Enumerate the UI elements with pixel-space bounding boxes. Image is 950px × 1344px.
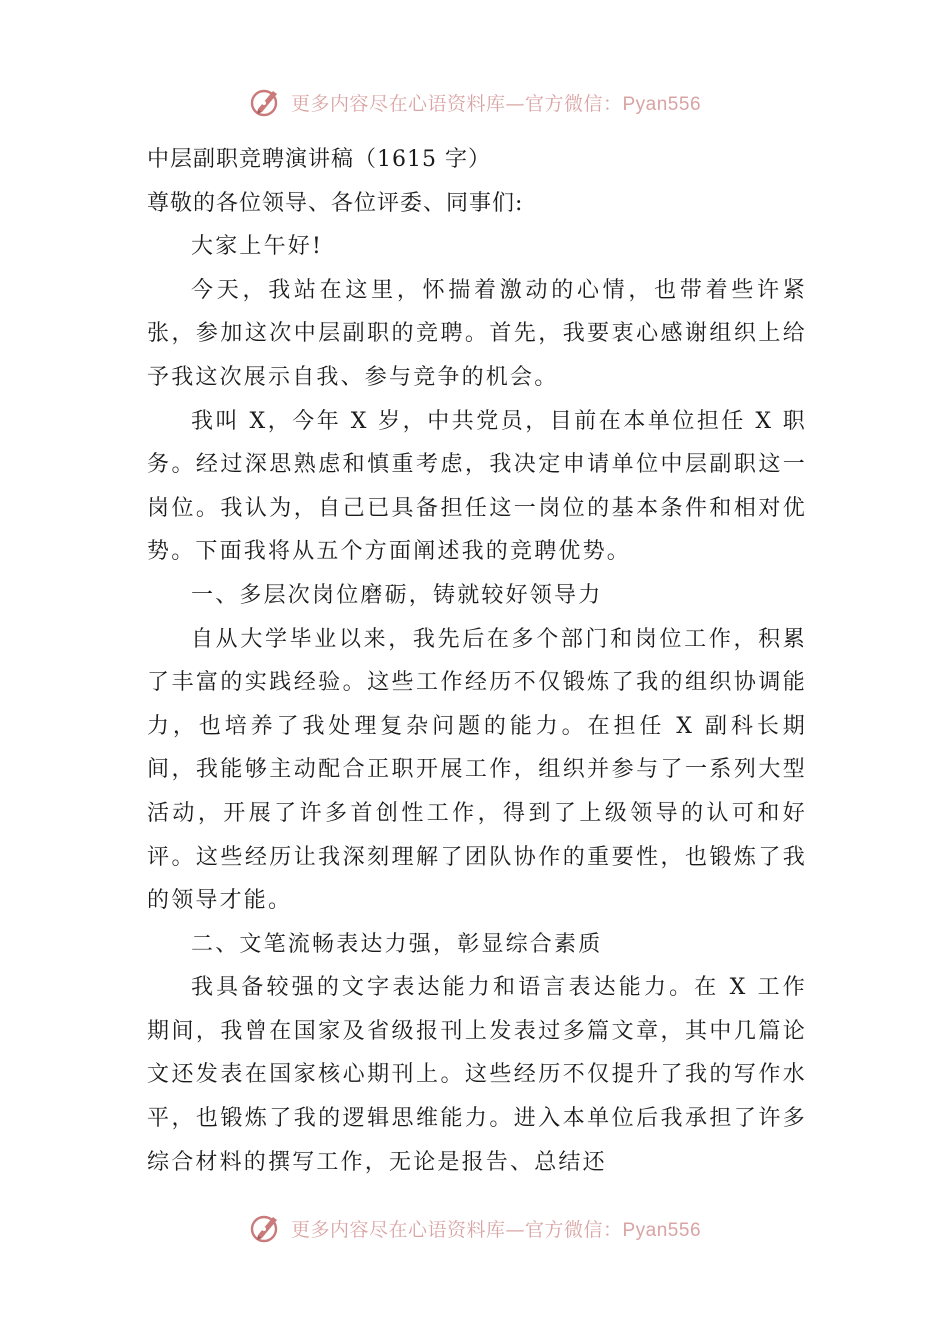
document-body	[147, 138, 807, 1184]
salutation: 尊敬的各位领导、各位评委、同事们:	[147, 190, 524, 216]
watermark-banner-bottom	[0, 1208, 950, 1248]
section-heading-1: 一、多层次岗位磨砺，铸就较好领导力	[191, 582, 603, 608]
pen-nib-circle-icon	[249, 1211, 283, 1245]
section-body-2: 我具备较强的文字表达能力和语言表达能力。在 X 工作期间，我曾在国家及省级报刊上发表过多篇文章，其中几篇论文还发表在国家核心期刊上。这些经历不仅提升了我的写作水平，也锻炼了我的逻辑思维能力。进入本单位后我承担了许多综合材料的撰写工作，无论是报告、总结还	[147, 975, 807, 1175]
wechat-id: Pyan556	[622, 93, 702, 115]
pen-nib-circle-icon	[249, 85, 283, 119]
paragraph-intro: 今天，我站在这里，怀揣着激动的心情，也带着些许紧张，参加这次中层副职的竞聘。首先，我要衷心感谢组织上给予我这次展示自我、参与竞争的机会。	[147, 277, 807, 390]
greeting: 大家上午好!	[191, 234, 324, 260]
wechat-id: Pyan556	[622, 1219, 702, 1241]
section-heading-2: 二、文笔流畅表达力强，彰显综合素质	[191, 931, 603, 957]
section-body-1: 自从大学毕业以来，我先后在多个部门和岗位工作，积累了丰富的实践经验。这些工作经历不仅锻炼了我的组织协调能力，也培养了我处理复杂问题的能力。在担任 X 副科长期间，我能够主动配合正职开展工作，组织并参与了一系列大型活动，开展了许多首创性工作，得到了上级领导的认可和好评。这些经历让我深刻理解了团队协作的重要性，也锻炼了我的领导才能。	[147, 626, 807, 914]
watermark-banner-top	[0, 82, 950, 122]
document-title: 中层副职竞聘演讲稿（1615 字）	[147, 147, 491, 172]
watermark-text: 更多内容尽在心语资料库—官方微信：Pyan556	[290, 92, 702, 115]
paragraph-self-intro: 我叫 X，今年 X 岁，中共党员，目前在本单位担任 X 职务。经过深思熟虑和慎重考虑，我决定申请单位中层副职这一岗位。我认为，自己已具备担任这一岗位的基本条件和相对优势。下面我将从五个方面阐述我的竞聘优势。	[147, 408, 807, 565]
watermark-text: 更多内容尽在心语资料库—官方微信：Pyan556	[290, 1218, 702, 1241]
